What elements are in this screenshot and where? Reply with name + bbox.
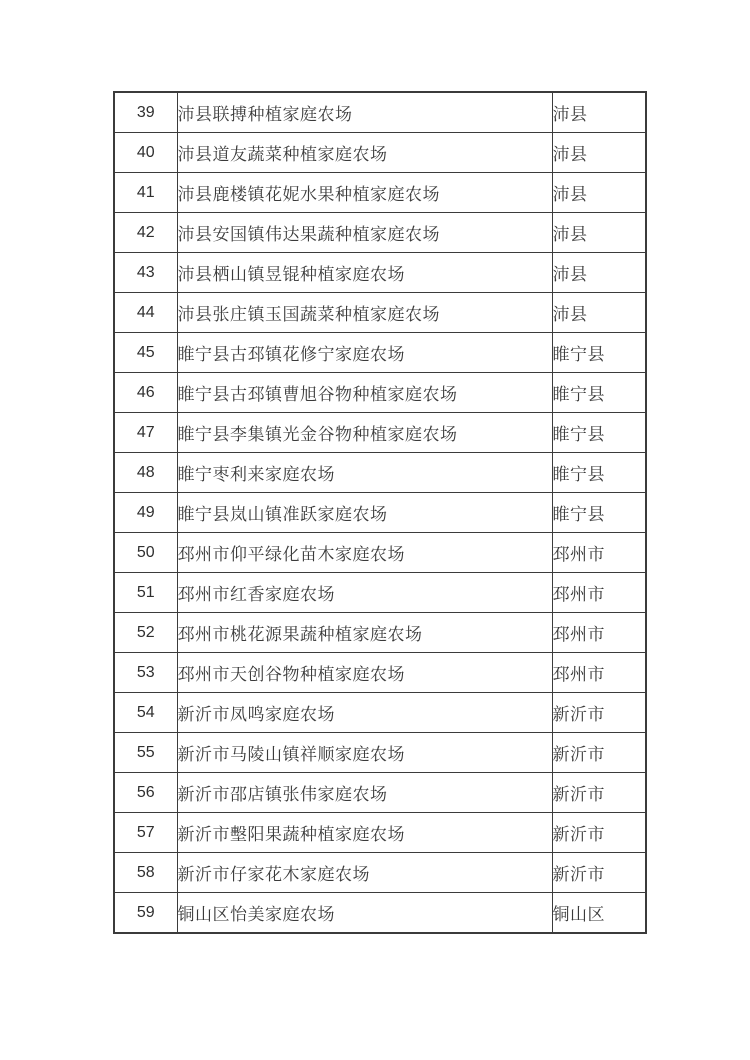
farm-name-cell: 睢宁县古邳镇曹旭谷物种植家庭农场 <box>177 373 552 413</box>
region-cell: 沛县 <box>552 133 646 173</box>
row-number-cell: 56 <box>114 773 177 813</box>
table-row <box>114 92 646 133</box>
row-number-cell: 49 <box>114 493 177 533</box>
row-number-cell: 40 <box>114 133 177 173</box>
farm-name-cell: 邳州市桃花源果蔬种植家庭农场 <box>177 613 552 653</box>
region-cell: 沛县 <box>552 253 646 293</box>
table-row <box>114 653 646 693</box>
farm-name-cell: 新沂市邵店镇张伟家庭农场 <box>177 773 552 813</box>
table-row <box>114 173 646 213</box>
region-cell: 沛县 <box>552 213 646 253</box>
region-cell: 邳州市 <box>552 653 646 693</box>
table-row <box>114 373 646 413</box>
table-row <box>114 533 646 573</box>
row-number-cell: 51 <box>114 573 177 613</box>
farm-name-cell: 邳州市天创谷物种植家庭农场 <box>177 653 552 693</box>
region-cell: 邳州市 <box>552 533 646 573</box>
row-number-cell: 58 <box>114 853 177 893</box>
row-number-cell: 44 <box>114 293 177 333</box>
row-number-cell: 42 <box>114 213 177 253</box>
table-row <box>114 893 646 934</box>
farm-name-cell: 睢宁县李集镇光金谷物种植家庭农场 <box>177 413 552 453</box>
farm-name-cell: 邳州市红香家庭农场 <box>177 573 552 613</box>
region-cell: 邳州市 <box>552 573 646 613</box>
row-number-cell: 45 <box>114 333 177 373</box>
row-number-cell: 53 <box>114 653 177 693</box>
farm-name-cell: 睢宁枣利来家庭农场 <box>177 453 552 493</box>
region-cell: 睢宁县 <box>552 493 646 533</box>
farm-name-cell: 铜山区怡美家庭农场 <box>177 893 552 934</box>
region-cell: 铜山区 <box>552 893 646 934</box>
table-row <box>114 413 646 453</box>
table-row <box>114 453 646 493</box>
table-row <box>114 813 646 853</box>
farm-name-cell: 新沂市仔家花木家庭农场 <box>177 853 552 893</box>
region-cell: 沛县 <box>552 293 646 333</box>
farm-name-cell: 新沂市马陵山镇祥顺家庭农场 <box>177 733 552 773</box>
region-cell: 新沂市 <box>552 773 646 813</box>
region-cell: 沛县 <box>552 92 646 133</box>
region-cell: 睢宁县 <box>552 413 646 453</box>
farm-name-cell: 沛县联搏种植家庭农场 <box>177 92 552 133</box>
region-cell: 新沂市 <box>552 853 646 893</box>
table-row <box>114 613 646 653</box>
row-number-cell: 43 <box>114 253 177 293</box>
region-cell: 沛县 <box>552 173 646 213</box>
region-cell: 睢宁县 <box>552 373 646 413</box>
row-number-cell: 57 <box>114 813 177 853</box>
row-number-cell: 59 <box>114 893 177 934</box>
region-cell: 睢宁县 <box>552 453 646 493</box>
table-row <box>114 333 646 373</box>
table-row <box>114 853 646 893</box>
table-row <box>114 773 646 813</box>
farm-name-cell: 沛县安国镇伟达果蔬种植家庭农场 <box>177 213 552 253</box>
farm-name-cell: 睢宁县古邳镇花修宁家庭农场 <box>177 333 552 373</box>
table-row <box>114 693 646 733</box>
table-row <box>114 293 646 333</box>
region-cell: 邳州市 <box>552 613 646 653</box>
table-row <box>114 493 646 533</box>
farm-name-cell: 沛县张庄镇玉国蔬菜种植家庭农场 <box>177 293 552 333</box>
row-number-cell: 54 <box>114 693 177 733</box>
region-cell: 新沂市 <box>552 693 646 733</box>
table-row <box>114 253 646 293</box>
table-row <box>114 733 646 773</box>
row-number-cell: 55 <box>114 733 177 773</box>
farm-list-table <box>113 91 647 934</box>
row-number-cell: 46 <box>114 373 177 413</box>
farm-name-cell: 邳州市仰平绿化苗木家庭农场 <box>177 533 552 573</box>
farm-name-cell: 新沂市墼阳果蔬种植家庭农场 <box>177 813 552 853</box>
region-cell: 新沂市 <box>552 733 646 773</box>
row-number-cell: 48 <box>114 453 177 493</box>
table-row <box>114 213 646 253</box>
row-number-cell: 39 <box>114 92 177 133</box>
region-cell: 睢宁县 <box>552 333 646 373</box>
farm-name-cell: 沛县鹿楼镇花妮水果种植家庭农场 <box>177 173 552 213</box>
farm-name-cell: 新沂市凤鸣家庭农场 <box>177 693 552 733</box>
farm-table-body <box>114 92 646 933</box>
table-row <box>114 573 646 613</box>
row-number-cell: 52 <box>114 613 177 653</box>
row-number-cell: 50 <box>114 533 177 573</box>
table-row <box>114 133 646 173</box>
row-number-cell: 47 <box>114 413 177 453</box>
region-cell: 新沂市 <box>552 813 646 853</box>
farm-name-cell: 沛县道友蔬菜种植家庭农场 <box>177 133 552 173</box>
farm-name-cell: 沛县栖山镇昱锟种植家庭农场 <box>177 253 552 293</box>
farm-name-cell: 睢宁县岚山镇准跃家庭农场 <box>177 493 552 533</box>
row-number-cell: 41 <box>114 173 177 213</box>
